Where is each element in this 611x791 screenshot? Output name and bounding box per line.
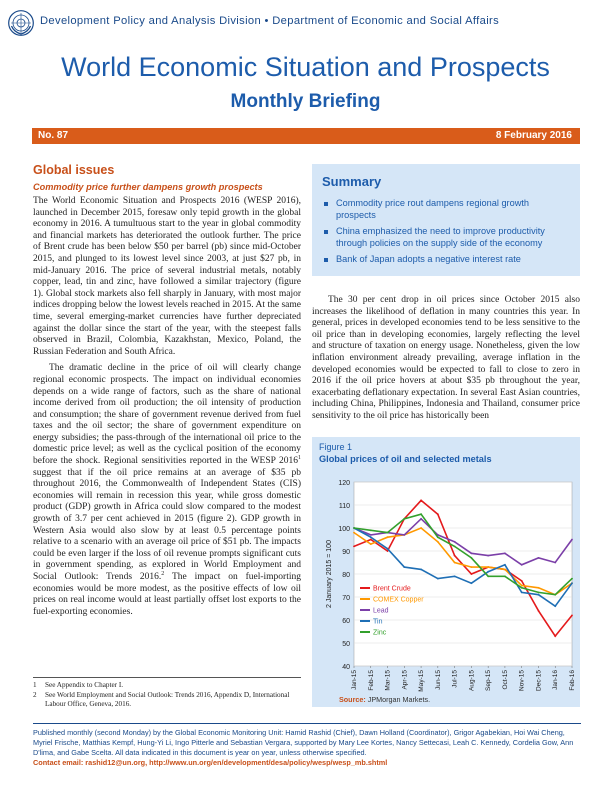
data-point bbox=[420, 527, 422, 529]
y-tick-label: 80 bbox=[342, 572, 350, 579]
data-point bbox=[387, 536, 389, 538]
data-point bbox=[403, 566, 405, 568]
division-name: Development Policy and Analysis Division • Department of Economic and Social Affairs bbox=[40, 15, 500, 27]
x-tick-label: Jan-15 bbox=[351, 670, 358, 690]
data-point bbox=[387, 548, 389, 550]
summary-item: Bank of Japan adopts a negative interest rate bbox=[322, 254, 570, 266]
publication-info bbox=[33, 728, 581, 768]
data-point bbox=[353, 532, 355, 534]
data-point bbox=[454, 555, 456, 557]
footnote-ref-2[interactable]: 2 bbox=[161, 570, 165, 577]
legend-label: Zinc bbox=[373, 629, 387, 637]
x-tick-label: Apr-15 bbox=[401, 670, 409, 690]
legend-label: Lead bbox=[373, 607, 389, 615]
y-tick-label: 100 bbox=[338, 526, 350, 533]
y-tick-label: 110 bbox=[338, 503, 350, 510]
footer-divider bbox=[33, 723, 581, 724]
top-banner bbox=[0, 8, 611, 36]
y-tick-label: 120 bbox=[338, 480, 350, 487]
data-point bbox=[504, 569, 506, 571]
footnote-number: 2 bbox=[33, 691, 37, 699]
data-point bbox=[420, 518, 422, 520]
issue-date: 8 February 2016 bbox=[495, 130, 572, 141]
data-point bbox=[487, 575, 489, 577]
footnote-text: See Appendix to Chapter I. bbox=[45, 681, 124, 689]
paragraph-1: The World Economic Situation and Prospects 2016 (WESP 2016), launched in December 2015, foresaw only tepid growth in the global economy in 2016. A tumultuous start to the year in global commodity and financial markets has deteriorated the outlook further. The price of Brent crude has been below $50 per barrel (pb) since mid-October 2015, and plunged to its lowest level since 2003, at just $27 pb, in mid-January 2016. The price of several industrial metals, notably copper, lead, tin and zinc, have followed a similar trajectory (figure 1). Global stock markets also fell sharply in January, with most major indices dropping below the lowest levels reached in 2015. At the same time, several emerging-market currencies have further depreciated against the dollar since the start of the year, with the steepest falls observed in Brazil, Colombia, Kazakhstan, Mexico, Poland, the Russian Federation and South Africa. bbox=[33, 196, 301, 357]
y-tick-label: 90 bbox=[342, 549, 350, 556]
data-point bbox=[387, 532, 389, 534]
data-point bbox=[554, 594, 556, 596]
x-tick-label: Feb-15 bbox=[367, 670, 375, 691]
x-tick-label: May-15 bbox=[418, 670, 426, 692]
data-point bbox=[521, 585, 523, 587]
data-point bbox=[370, 539, 372, 541]
data-point bbox=[403, 534, 405, 536]
x-tick-label: Oct-15 bbox=[501, 670, 509, 690]
data-point bbox=[437, 541, 439, 543]
x-tick-label: Jan-16 bbox=[552, 670, 560, 690]
data-point bbox=[571, 578, 573, 580]
footnote bbox=[33, 681, 301, 690]
publication-title: World Economic Situation and Prospects bbox=[61, 52, 550, 82]
y-tick-label: 60 bbox=[342, 618, 350, 625]
data-point bbox=[470, 582, 472, 584]
data-point bbox=[538, 592, 540, 594]
data-point bbox=[521, 564, 523, 566]
data-point bbox=[370, 529, 372, 531]
data-point bbox=[437, 536, 439, 538]
data-point bbox=[504, 564, 506, 566]
data-point bbox=[454, 546, 456, 548]
data-point bbox=[454, 575, 456, 577]
x-tick-label: Sep-15 bbox=[485, 670, 493, 691]
data-point bbox=[470, 552, 472, 554]
y-axis-label: 2 January 2015 = 100 bbox=[326, 540, 333, 608]
figure-1 bbox=[312, 437, 580, 707]
paragraph-3: The 30 per cent drop in oil prices since October 2015 also increases the likelihood of deflation in many countries this year. In general, prices in developed economies tend to be less sensitive to the oil price than in developing economies, largely reflecting the level and structure of taxation on energy usage. Nonetheless, given the low inflation environment already prevailing, average inflation in the developed economies would be expected to fall to close to zero in 2016 if the oil price hovers at about $35 pb throughout the year, exacerbating deflationary expectation. In several East Asian countries, including China, Philippines, Indonesia and Thailand, consumer price sensitivity to the oil price has historically been bbox=[312, 295, 580, 421]
summary-item: Commodity price rout dampens regional growth prospects bbox=[322, 198, 570, 221]
data-point bbox=[521, 587, 523, 589]
data-point bbox=[454, 541, 456, 543]
x-tick-label: Dec-15 bbox=[535, 670, 543, 691]
section-subheading: Commodity price further dampens growth prospects bbox=[33, 182, 263, 192]
section-heading: Global issues bbox=[33, 163, 115, 177]
y-tick-label: 50 bbox=[342, 641, 350, 648]
data-point bbox=[538, 587, 540, 589]
data-point bbox=[554, 605, 556, 607]
paragraph-2 bbox=[33, 363, 301, 618]
data-point bbox=[538, 594, 540, 596]
summary-list bbox=[322, 198, 570, 266]
data-point bbox=[420, 500, 422, 502]
summary-item: China emphasized the need to improve productivity through policies on the supply side of the economy bbox=[322, 226, 570, 249]
source-text: JPMorgan Markets. bbox=[365, 695, 431, 704]
footnote-ref-1[interactable]: 1 bbox=[298, 454, 301, 461]
data-point bbox=[487, 571, 489, 573]
data-point bbox=[554, 562, 556, 564]
data-point bbox=[370, 543, 372, 545]
x-tick-label: Jun-15 bbox=[434, 670, 442, 690]
data-point bbox=[538, 557, 540, 559]
data-point bbox=[454, 562, 456, 564]
source-label: Source: bbox=[339, 695, 366, 704]
data-point bbox=[487, 555, 489, 557]
data-point bbox=[554, 635, 556, 637]
data-point bbox=[437, 513, 439, 515]
publication-subtitle: Monthly Briefing bbox=[230, 91, 381, 112]
x-tick-label: Nov-15 bbox=[518, 670, 526, 691]
chart bbox=[312, 465, 580, 695]
publication-credits: Published monthly (second Monday) by the Global Economic Monitoring Unit: Hamid Rashid (Chief), Dawn Holland (Coordinator), Grigor Agabekian, Hoi Wai Cheng, Myriel Frische, Matthias Kempf, Hung-Yi Li, Ingo Pitterle and Sebastian Vergara, supported by Mary Lee Kortes, Nancy Settecasi, Leah C. Kennedy, Cordelia Gow, Ann D'lima, and Gabe Scelta. All data indicated in this document is year on year, unless otherwise specified. bbox=[33, 728, 574, 757]
y-tick-label: 40 bbox=[342, 664, 350, 671]
footnote-number: 1 bbox=[33, 681, 37, 689]
data-point bbox=[538, 610, 540, 612]
data-point bbox=[470, 566, 472, 568]
data-point bbox=[420, 513, 422, 515]
paragraph-2-part-b: suggest that if the oil price remains at an average of $35 pb throughout 2016, the Commonwealth of Independent States (CIS) economies will remain in recession this year, while gross domestic product (GDP) growth in Africa could slow compared to the modest growth of 3.7 per cent achieved in 2015 (figure 2). GDP growth in Western Asia would also slow by at least 0.5 percentage points relative to a scenario with an average oil price of $51 pb. The impacts could be even larger if the loss of oil revenue prompts significant cuts in government spending, as explored in World Employment and Social Outlook: Trends 2016. bbox=[33, 467, 301, 582]
data-point bbox=[353, 527, 355, 529]
contact-line[interactable]: Contact email: rashid12@un.org, http://www.un.org/en/development/desa/policy/wesp/wesp_mb.shtml bbox=[33, 758, 388, 767]
data-point bbox=[571, 615, 573, 617]
footnote bbox=[33, 691, 301, 709]
legend-label: COMEX Copper bbox=[373, 596, 424, 604]
data-point bbox=[487, 566, 489, 568]
x-tick-label: Mar-15 bbox=[384, 670, 392, 691]
footnote-text: See World Employment and Social Outlook: Trends 2016, Appendix D, International Labour Office, Geneva, 2016. bbox=[45, 691, 290, 708]
legend-label: Tin bbox=[373, 618, 383, 626]
issue-number: No. 87 bbox=[38, 130, 69, 141]
figure-source bbox=[339, 695, 430, 704]
legend-label: Brent Crude bbox=[373, 585, 411, 593]
issue-bar bbox=[32, 128, 580, 144]
chart-title: Global prices of oil and selected metals bbox=[319, 454, 492, 464]
data-point bbox=[437, 578, 439, 580]
left-column bbox=[33, 163, 301, 623]
data-point bbox=[353, 546, 355, 548]
data-point bbox=[521, 592, 523, 594]
data-point bbox=[370, 536, 372, 538]
paragraph-2-part-c: The impact on fuel-importing economies would be more modest, as the positive effects of low oil prices on real income would at least partially offset lost exports to the fuel-exporting economies. bbox=[33, 572, 301, 617]
un-emblem-icon bbox=[8, 10, 34, 36]
figure-label: Figure 1 bbox=[319, 442, 353, 452]
data-point bbox=[504, 552, 506, 554]
data-point bbox=[521, 580, 523, 582]
data-point bbox=[571, 539, 573, 541]
data-point bbox=[403, 518, 405, 520]
data-point bbox=[420, 569, 422, 571]
right-column bbox=[312, 295, 580, 428]
data-point bbox=[571, 582, 573, 584]
footnotes bbox=[33, 677, 301, 710]
summary-title: Summary bbox=[322, 174, 382, 189]
x-tick-label: Feb-16 bbox=[569, 670, 576, 691]
x-tick-label: Jul-15 bbox=[451, 670, 459, 688]
paragraph-2-part-a: The dramatic decline in the price of oil will clearly change regional economic prospects. The impact on individual economies depends on a wide range of factors, such as the share of national income derived from oil production; the oil intensity of production and consumption; the share of government revenue derived from fuel taxes and the oil sector; the share of government expenditure on energy subsidies; the pass-through of the international oil price to the domestic price level; as well as the cyclical position of the economy before the shock. Regional sensitivities reported in the WESP 2016 bbox=[33, 363, 301, 467]
data-point bbox=[504, 575, 506, 577]
y-tick-label: 70 bbox=[342, 595, 350, 602]
data-point bbox=[370, 534, 372, 536]
data-point bbox=[470, 557, 472, 559]
x-tick-label: Aug-15 bbox=[468, 670, 476, 691]
summary-box bbox=[312, 164, 580, 276]
data-point bbox=[470, 573, 472, 575]
